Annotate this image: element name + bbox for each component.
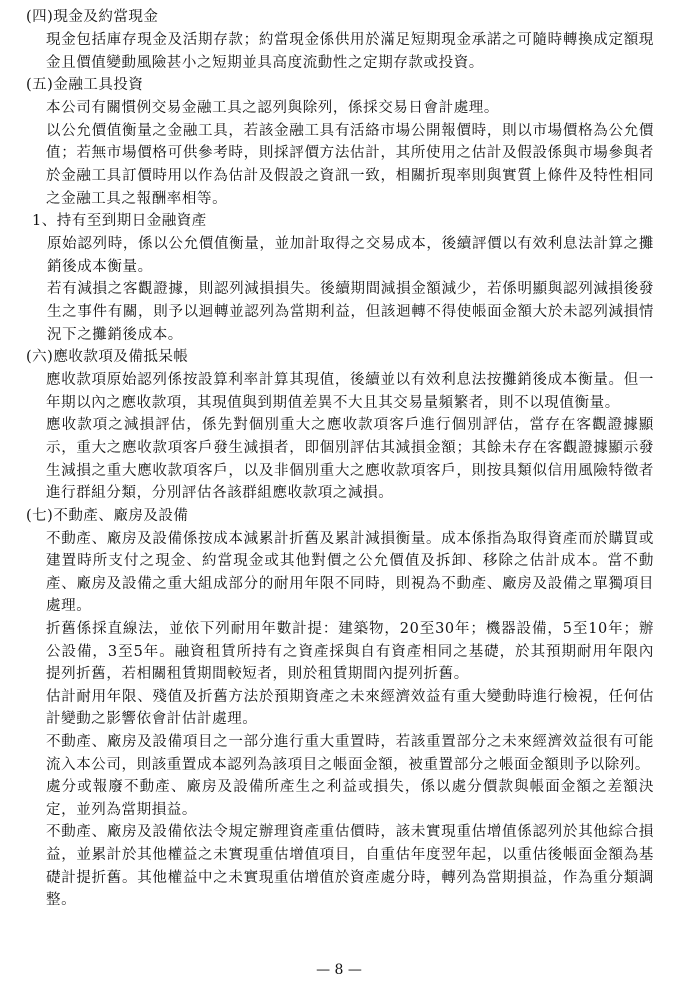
- paragraph: 若有減損之客觀證據，則認列減損損失。後續期間減損金額減少，若係明顯與認列減損後發生之事件有關，則予以迴轉並認列為當期利益，但該迴轉不得使帳面金額大於未認列減損情況下之攤銷後成本。: [47, 281, 654, 343]
- section-heading: (四)現金及約當現金: [26, 9, 159, 25]
- paragraph: 原始認列時，係以公允價值衡量，並加計取得之交易成本，後續評價以有效利息法計算之攤銷後成本衡量。: [47, 236, 654, 275]
- paragraph: 現金包括庫存現金及活期存款；約當現金係供用於滿足短期現金承諾之可隨時轉換成定額現金且價值變動風險甚小之短期並具高度流動性之定期存款或投資。: [46, 32, 654, 71]
- section-heading: (五)金融工具投資: [26, 77, 144, 94]
- paragraph: 以公允價值衡量之金融工具，若該金融工具有活絡市場公開報價時，則以市場價格為公允價值；若無市場價格可供參考時，則採評價方法估計，其所使用之估計及假設係與市場參與者於金融工具訂價時用以作為估計及假設之資訊一致，相關折現率則與實質上條件及特性相同之金融工具之報酬率相等。: [46, 122, 654, 207]
- paragraph: 不動產、廠房及設備項目之一部分進行重大重置時，若該重置部分之未來經濟效益很有可能流入本公司，則該重置成本認列為該項目之帳面金額，被重置部分之帳面金額則予以除列。: [46, 734, 654, 773]
- section-ppe: [26, 505, 654, 912]
- paragraph: 應收款項原始認列係按設算利率計算其現值，後續並以有效利息法按攤銷後成本衡量。但一年期以內之應收款項，其現值與到期值差異不大且其交易量頻繁者，則不以現值衡量。: [46, 372, 654, 411]
- section-heading: (七)不動產、廠房及設備: [26, 507, 189, 524]
- paragraph: 處分或報廢不動產、廠房及設備所產生之利益或損失，係以處分價款與帳面金額之差額決定，並列為當期損益。: [46, 779, 654, 818]
- paragraph: 不動產、廠房及設備係按成本減累計折舊及累計減損衡量。成本係指為取得資產而於購買或建置時所支付之現金、約當現金或其他對價之公允價值及拆卸、移除之估計成本。當不動產、廠房及設備之重大組成部分的耐用年限不同時，則視為不動產、廠房及設備之單獨項目處理。: [46, 530, 654, 615]
- paragraph: 折舊係採直線法，並依下列耐用年數計提：建築物，20至30年；機器設備，5至10年；辦公設備，3至5年。融資租賃所持有之資產採與自有資產相同之基礎，於其預期耐用年限內提列折舊，若相關租賃期間較短者，則於租賃期間內提列折舊。: [46, 621, 654, 683]
- section-cash: [26, 6, 654, 74]
- paragraph: 本公司有關慣例交易金融工具之認列與除列，係採交易日會計處理。: [46, 100, 499, 117]
- paragraph: 不動產、廠房及設備依法令規定辦理資產重估價時，該未實現重估增值係認列於其他綜合損益，並累計於其他權益之未實現重估增值項目，自重估年度翌年起，以重估後帳面金額為基礎計提折舊。其他權益中之未實現重估增值於資產處分時，轉列為當期損益，作為重分類調整。: [46, 824, 654, 909]
- sub-heading: 1、持有至到期日金融資產: [32, 213, 207, 230]
- section-receivables: [26, 346, 654, 505]
- page-number: — 8 —: [316, 962, 362, 978]
- paragraph: 估計耐用年限、殘值及折舊方法於預期資產之未來經濟效益有重大變動時進行檢視，任何估計變動之影響依會計估計處理。: [46, 688, 654, 728]
- section-heading: (六)應收款項及備抵呆帳: [26, 349, 189, 366]
- paragraph: 應收款項之減損評估，係先對個別重大之應收款項客戶進行個別評估，當存在客觀證據顯示，重大之應收款項客戶發生減損者，即個別評估其減損金額；其餘未存在客觀證據顯示發生減損之重大應收款項客戶，以及非個別重大之應收款項客戶，則按具類似信用風險特徵者進行群組分類，分別評估各該群組應收款項之減損。: [46, 417, 654, 502]
- section-financial-instruments: [26, 74, 654, 346]
